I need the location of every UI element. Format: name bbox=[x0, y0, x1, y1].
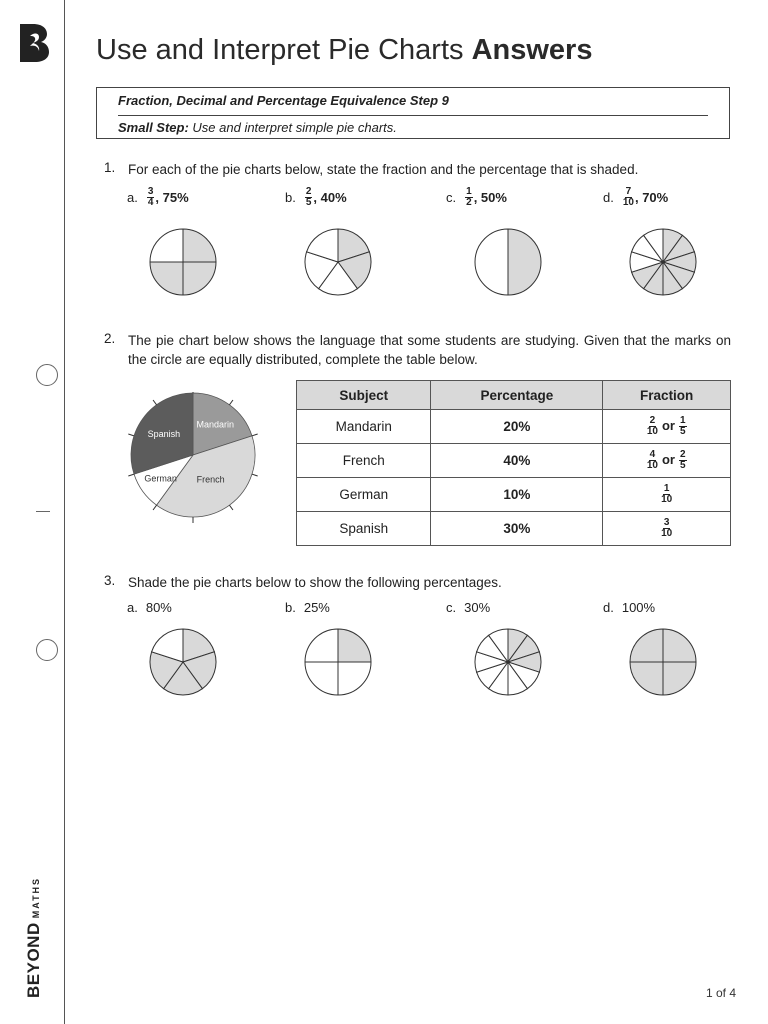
q3d-pie-segment bbox=[663, 629, 696, 662]
punch-hole-bottom bbox=[36, 639, 58, 661]
q3d-pie-segment bbox=[630, 662, 663, 695]
q3b-pie-segment bbox=[338, 629, 371, 662]
q3b-prompt bbox=[285, 600, 330, 615]
q1d-answer bbox=[603, 187, 668, 208]
q1c-denominator: 2 bbox=[466, 197, 472, 208]
numerator: 1 bbox=[663, 483, 670, 494]
pie-tick-mark bbox=[252, 474, 258, 476]
pie-tick-mark bbox=[229, 505, 233, 510]
q1b-label: b. bbox=[285, 190, 296, 205]
q3c-percentage: 30% bbox=[464, 600, 491, 615]
q3d-pie-segment bbox=[630, 629, 663, 662]
pie-label-french: French bbox=[196, 474, 225, 485]
fraction bbox=[661, 484, 672, 505]
or-word: or bbox=[661, 417, 675, 433]
brand-wordmark bbox=[24, 877, 44, 998]
table-row bbox=[297, 410, 731, 444]
numerator: 1 bbox=[679, 415, 686, 426]
denominator: 10 bbox=[661, 494, 673, 505]
q1c-answer bbox=[446, 187, 507, 208]
row-percentage: 10% bbox=[431, 478, 603, 512]
q1a-pie-segment bbox=[150, 262, 183, 295]
title-emphasis: Answers bbox=[471, 34, 593, 66]
punch-hole-top bbox=[36, 364, 58, 386]
q1d-label: d. bbox=[603, 190, 614, 205]
pie-label-german: German bbox=[144, 473, 177, 484]
q1c-fraction bbox=[465, 187, 473, 208]
pie-tick-mark bbox=[153, 400, 157, 405]
numerator: 3 bbox=[663, 517, 670, 528]
q1d-numerator: 7 bbox=[625, 186, 632, 197]
denominator: 10 bbox=[661, 528, 673, 539]
row-fraction bbox=[603, 478, 731, 512]
q3d-pie bbox=[628, 627, 698, 697]
q1a-pie bbox=[148, 227, 218, 297]
fold-mark bbox=[36, 511, 50, 512]
numerator: 4 bbox=[649, 449, 656, 460]
q1b-percentage: , 40% bbox=[313, 190, 347, 205]
q1a-percentage: , 75% bbox=[155, 190, 189, 205]
q1-text: For each of the pie charts below, state the fraction and the percentage that is shaded. bbox=[128, 162, 639, 177]
q1a-label: a. bbox=[127, 190, 138, 205]
language-pie-chart bbox=[124, 392, 264, 524]
row-subject: Spanish bbox=[297, 512, 431, 546]
q3d-prompt bbox=[603, 600, 655, 615]
q1b-numerator: 2 bbox=[305, 186, 312, 197]
language-table bbox=[296, 380, 731, 546]
q1c-numerator: 1 bbox=[466, 186, 472, 197]
step-title: Fraction, Decimal and Percentage Equivalence Step 9 bbox=[118, 93, 449, 108]
or-word: or bbox=[661, 451, 675, 467]
fraction bbox=[647, 416, 658, 437]
q3b-pie bbox=[303, 627, 373, 697]
numerator: 2 bbox=[679, 449, 686, 460]
row-fraction bbox=[603, 410, 731, 444]
fraction bbox=[679, 450, 687, 471]
row-subject: French bbox=[297, 444, 431, 478]
q1c-pie-segment bbox=[475, 229, 508, 295]
q1b-denominator: 5 bbox=[305, 197, 312, 208]
pie-tick-mark bbox=[252, 434, 258, 436]
q1b-fraction bbox=[305, 187, 313, 208]
q1d-fraction bbox=[623, 187, 634, 208]
row-fraction bbox=[603, 512, 731, 546]
q1c-pie-segment bbox=[508, 229, 541, 295]
q1d-pie bbox=[628, 227, 698, 297]
q3c-label: c. bbox=[446, 600, 457, 615]
title-main: Use and Interpret Pie Charts bbox=[96, 34, 472, 66]
table-row bbox=[297, 512, 731, 546]
q1a-denominator: 4 bbox=[147, 197, 154, 208]
numerator: 2 bbox=[649, 415, 656, 426]
q3d-pie-segment bbox=[663, 662, 696, 695]
row-percentage: 30% bbox=[431, 512, 603, 546]
q1a-pie-segment bbox=[183, 262, 216, 295]
q3d-label: d. bbox=[603, 600, 614, 615]
q1a-pie-segment bbox=[150, 229, 183, 262]
page-number: 1 of 4 bbox=[706, 986, 737, 1000]
table-row bbox=[297, 444, 731, 478]
page-title bbox=[96, 34, 592, 67]
brand-subtitle: MATHS bbox=[31, 876, 41, 919]
denominator: 10 bbox=[646, 460, 658, 471]
q3a-prompt bbox=[127, 600, 172, 615]
row-subject: German bbox=[297, 478, 431, 512]
q3b-pie-segment bbox=[338, 662, 371, 695]
q1c-label: c. bbox=[446, 190, 457, 205]
header-subject: Subject bbox=[297, 381, 431, 410]
q1b-answer bbox=[285, 187, 347, 208]
fraction bbox=[679, 416, 687, 437]
row-percentage: 20% bbox=[431, 410, 603, 444]
q3a-label: a. bbox=[127, 600, 138, 615]
header-percentage: Percentage bbox=[431, 381, 603, 410]
small-step bbox=[118, 120, 397, 135]
pie-label-spanish: Spanish bbox=[147, 428, 181, 439]
q1c-pie bbox=[473, 227, 543, 297]
q1-number: 1. bbox=[104, 160, 116, 175]
pie-tick-mark bbox=[153, 505, 157, 510]
q3-text: Shade the pie charts below to show the following percentages. bbox=[128, 575, 502, 590]
table-header-row bbox=[297, 381, 731, 410]
logo-b-icon bbox=[16, 22, 50, 64]
q2-number: 2. bbox=[104, 331, 116, 346]
fraction bbox=[647, 450, 658, 471]
row-fraction bbox=[603, 444, 731, 478]
denominator: 10 bbox=[646, 426, 658, 437]
pie-tick-mark bbox=[128, 434, 134, 436]
q1b-pie bbox=[303, 227, 373, 297]
q1a-fraction bbox=[147, 187, 155, 208]
q3b-percentage: 25% bbox=[303, 600, 330, 615]
fraction bbox=[661, 518, 672, 539]
q1d-denominator: 10 bbox=[622, 197, 634, 208]
header-fraction: Fraction bbox=[603, 381, 731, 410]
q1a-pie-segment bbox=[183, 229, 216, 262]
q1a-answer bbox=[127, 187, 189, 208]
pie-label-mandarin: Mandarin bbox=[196, 419, 235, 430]
q2-text: The pie chart below shows the language that some students are studying. Given that the marks on the circle are equally distributed, complete the table below. bbox=[128, 333, 731, 367]
q3d-percentage: 100% bbox=[621, 600, 656, 615]
q1d-percentage: , 70% bbox=[634, 190, 669, 205]
info-divider bbox=[118, 115, 708, 116]
margin-line bbox=[64, 0, 65, 1024]
row-subject: Mandarin bbox=[297, 410, 431, 444]
q3a-pie bbox=[148, 627, 218, 697]
pie-tick-mark bbox=[229, 400, 233, 405]
q3-number: 3. bbox=[104, 573, 116, 588]
row-percentage: 40% bbox=[431, 444, 603, 478]
q3b-pie-segment bbox=[305, 662, 338, 695]
q3b-label: b. bbox=[285, 600, 296, 615]
small-step-label: Small Step: bbox=[118, 120, 189, 135]
q3c-prompt bbox=[446, 600, 490, 615]
q3a-percentage: 80% bbox=[145, 600, 172, 615]
q3b-pie-segment bbox=[305, 629, 338, 662]
brand-name: BEYOND bbox=[24, 922, 43, 998]
denominator: 5 bbox=[679, 460, 686, 471]
pie-tick-mark bbox=[128, 474, 134, 476]
denominator: 5 bbox=[679, 426, 686, 437]
q1c-percentage: , 50% bbox=[473, 190, 507, 205]
q1a-numerator: 3 bbox=[147, 186, 154, 197]
q3c-pie bbox=[473, 627, 543, 697]
small-step-text: Use and interpret simple pie charts. bbox=[188, 120, 397, 135]
table-row bbox=[297, 478, 731, 512]
step-info-box bbox=[96, 87, 730, 139]
